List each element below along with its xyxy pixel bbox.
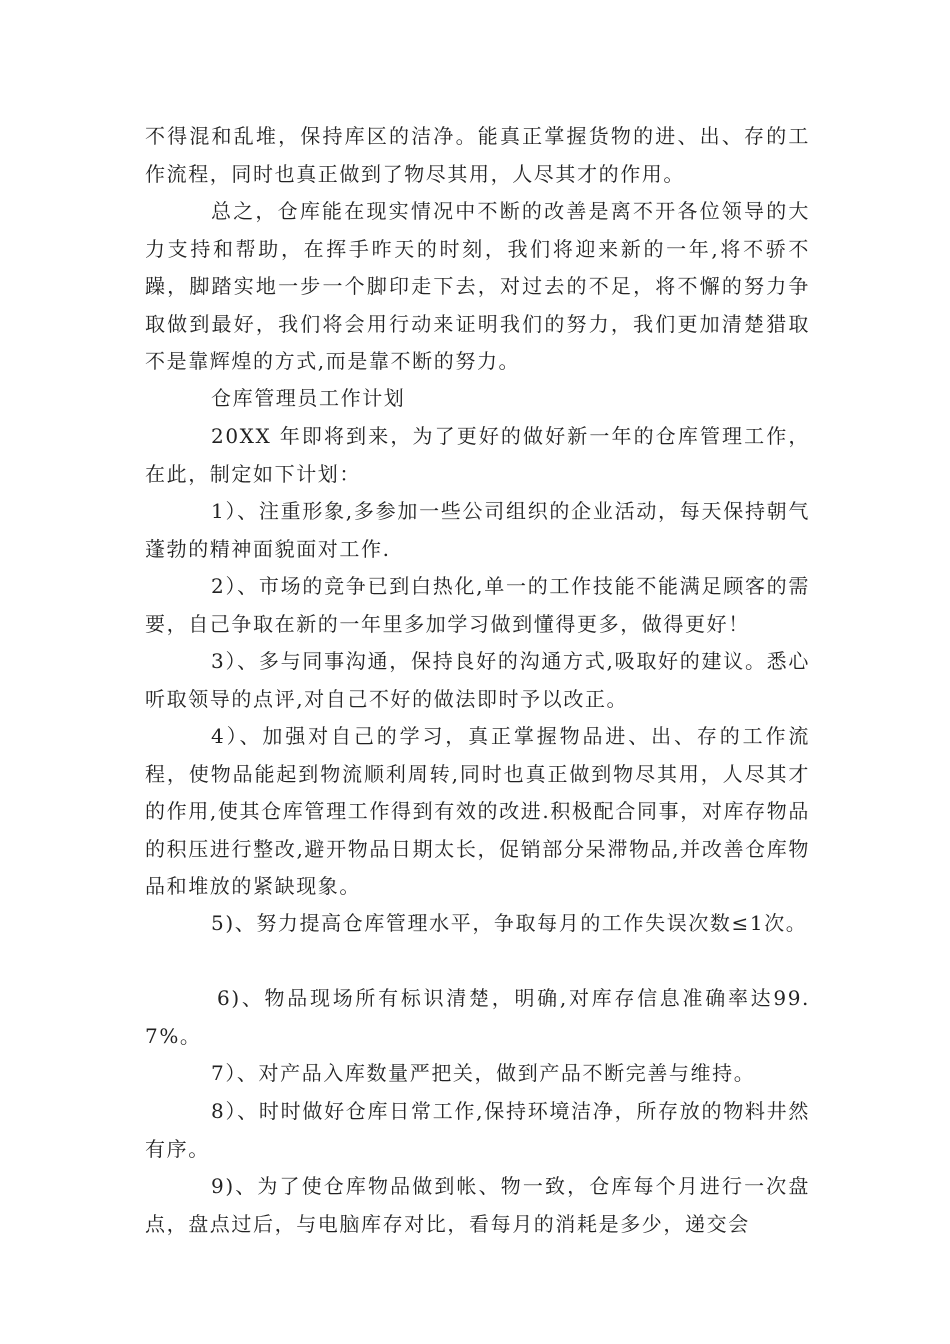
- paragraph-2: 总之，仓库能在现实情况中不断的改善是离不开各位领导的大力支持和帮助，在挥手昨天的时刻，我们将迎来新的一年,将不骄不躁，脚踏实地一步一个脚印走下去，对过去的不足，将不懈的努力争取做到最好，我们将会用行动来证明我们的努力，我们更加清楚猎取不是靠辉煌的方式,而是靠不断的努力。: [145, 199, 810, 373]
- plan-item-7: 7）、对产品入库数量严把关，做到产品不断完善与维持。: [211, 1061, 756, 1085]
- plan-item-4: 4）、加强对自己的学习，真正掌握物品进、出、存的工作流程，使物品能起到物流顺利周转,同时也真正做到物尽其用，人尽其才的作用,使其仓库管理工作得到有效的改进.积极配合同事，对库存物品的积压进行整改,避开物品日期太长，促销部分呆滞物品,并改善仓库物品和堆放的紧缺现象。: [145, 724, 810, 898]
- plan-item-1: 1）、注重形象,多参加一些公司组织的企业活动，每天保持朝气蓬勃的精神面貌面对工作.: [145, 499, 810, 561]
- section-heading: 仓库管理员工作计划: [211, 386, 406, 410]
- plan-item-3: 3）、多与同事沟通，保持良好的沟通方式,吸取好的建议。悉心听取领导的点评,对自己不好的做法即时予以改正。: [145, 649, 810, 711]
- plan-item-8: 8）、时时做好仓库日常工作,保持环境洁净，所存放的物料井然有序。: [145, 1099, 810, 1161]
- plan-item-6: 6)、物品现场所有标识清楚，明确,对库存信息准确率达99.7%。: [145, 986, 810, 1048]
- plan-item-2: 2）、市场的竞争已到白热化,单一的工作技能不能满足顾客的需要，自己争取在新的一年里多加学习做到懂得更多，做得更好！: [145, 574, 810, 636]
- plan-item-5: 5)、努力提高仓库管理水平，争取每月的工作失误次数≤1次。: [211, 911, 808, 935]
- plan-item-9: 9)、为了使仓库物品做到帐、物一致，仓库每个月进行一次盘点，盘点过后，与电脑库存对比，看每月的消耗是多少，递交会: [145, 1174, 810, 1236]
- paragraph-intro: 20XX 年即将到来，为了更好的做好新一年的仓库管理工作，在此，制定如下计划：: [145, 424, 810, 486]
- paragraph-1: 不得混和乱堆，保持库区的洁净。能真正掌握货物的进、出、存的工作流程，同时也真正做到了物尽其用，人尽其才的作用。: [145, 124, 810, 186]
